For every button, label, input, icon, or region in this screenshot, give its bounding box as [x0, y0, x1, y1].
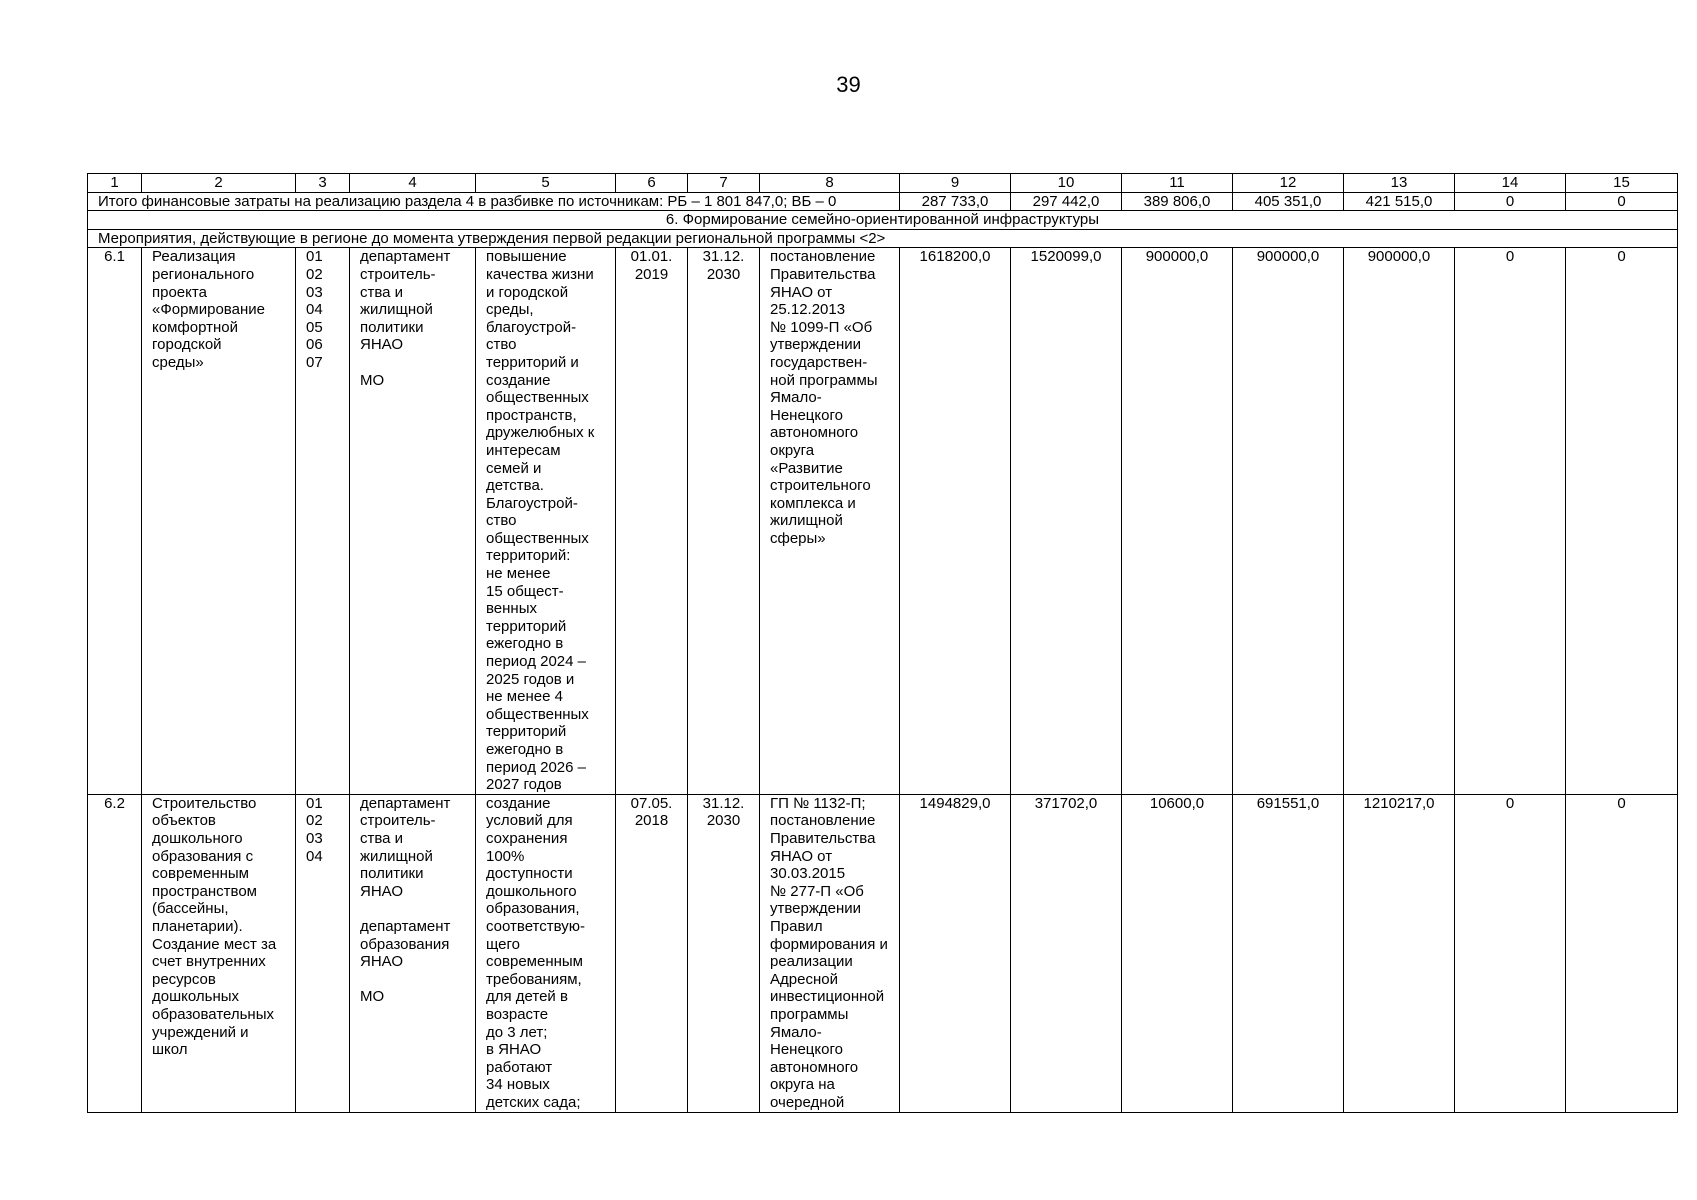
column-number: 11 [1122, 174, 1233, 193]
funding-value: 1210217,0 [1344, 794, 1455, 1112]
funding-value: 900000,0 [1122, 248, 1233, 794]
column-number: 12 [1233, 174, 1344, 193]
funding-value: 1520099,0 [1011, 248, 1122, 794]
end-date: 31.12. 2030 [688, 248, 760, 794]
column-number: 2 [142, 174, 296, 193]
start-date: 07.05. 2018 [616, 794, 688, 1112]
funding-value: 0 [1566, 794, 1678, 1112]
start-date: 01.01. 2019 [616, 248, 688, 794]
total-value: 297 442,0 [1011, 192, 1122, 211]
executors-cell [350, 794, 476, 1112]
funding-value: 10600,0 [1122, 794, 1233, 1112]
column-number: 15 [1566, 174, 1678, 193]
measure-name-cell [142, 794, 296, 1112]
funding-value: 900000,0 [1344, 248, 1455, 794]
total-value: 421 515,0 [1344, 192, 1455, 211]
codes: 01 02 03 04 05 06 07 [296, 248, 350, 794]
funding-value: 0 [1566, 248, 1678, 794]
program-table [87, 173, 1678, 1113]
expected-result: повышение качества жизни и городской среды, благоустрой- ство территорий и создание общественных пространств, дружелюбных к интересам семей и детства. Благоустрой- ство общественных территорий: не менее 15 общест- венных территорий ежегодно в период 2024 – 2025 годов и не менее 4 общественных территорий ежегодно в период 2026 – 2027 годов [476, 248, 616, 794]
executors: департамент строитель- ства и жилищной политики ЯНАО департамент образования ЯНАО МО [360, 794, 451, 1006]
column-number: 1 [88, 174, 142, 193]
funding-value: 0 [1455, 248, 1566, 794]
funding-value: 691551,0 [1233, 794, 1344, 1112]
total-value: 0 [1566, 192, 1678, 211]
legal-basis-cell [760, 794, 900, 1112]
column-number: 4 [350, 174, 476, 193]
total-row [88, 192, 1678, 211]
legal-basis: ГП № 1132-П; постановление Правительства ЯНАО от 30.03.2015 № 277-П «Об утверждении Правил формирования и реализации Адресной инвестиционной программы Ямало- Ненецкого автономного округа на очередной [770, 794, 888, 1111]
codes-cell [296, 794, 350, 1112]
section-title: 6. Формирование семейно-ориентированной инфраструктуры [88, 211, 1678, 230]
column-number: 6 [616, 174, 688, 193]
expected-result: создание условий для сохранения 100% доступности дошкольного образования, соответствую- щего современным требованиям, для детей в возрасте до 3 лет; в ЯНАО работают 34 новых детских сада; [486, 794, 585, 1111]
funding-value: 1494829,0 [900, 794, 1011, 1112]
total-label: Итого финансовые затраты на реализацию раздела 4 в разбивке по источникам: РБ – 1 801 847,0; ВБ – 0 [88, 192, 900, 211]
subsection-title: Мероприятия, действующие в регионе до момента утверждения первой редакции региональной программы <2> [88, 229, 1678, 248]
funding-value: 1618200,0 [900, 248, 1011, 794]
column-number: 10 [1011, 174, 1122, 193]
column-number: 7 [688, 174, 760, 193]
funding-value: 371702,0 [1011, 794, 1122, 1112]
executors: департамент строитель- ства и жилищной политики ЯНАО МО [350, 248, 476, 794]
column-number: 14 [1455, 174, 1566, 193]
measure-name: Строительство объектов дошкольного образования с современным пространством (бассейны, планетарии). Создание мест за счет внутренних ресурсов дошкольных образовательных учреждений и школ [152, 794, 277, 1059]
legal-basis: постановление Правительства ЯНАО от 25.12.2013 № 1099-П «Об утверждении государствен- ной программы Ямало- Ненецкого автономного округа «Развитие строительного комплекса и жилищной сферы» [760, 248, 900, 794]
codes: 01 02 03 04 [306, 794, 323, 865]
row-number: 6.1 [88, 248, 142, 794]
section-row [88, 211, 1678, 230]
row-number: 6.2 [88, 794, 142, 1112]
table-row [88, 794, 1678, 1112]
total-value: 405 351,0 [1233, 192, 1344, 211]
funding-value: 900000,0 [1233, 248, 1344, 794]
end-date: 31.12. 2030 [688, 794, 760, 1112]
subsection-row [88, 229, 1678, 248]
page-number: 39 [836, 72, 861, 97]
column-number: 9 [900, 174, 1011, 193]
total-value: 389 806,0 [1122, 192, 1233, 211]
column-numbers-row [88, 174, 1678, 193]
expected-result-cell [476, 794, 616, 1112]
total-value: 287 733,0 [900, 192, 1011, 211]
table-row [88, 248, 1678, 794]
column-number: 8 [760, 174, 900, 193]
funding-value: 0 [1455, 794, 1566, 1112]
column-number: 5 [476, 174, 616, 193]
column-number: 13 [1344, 174, 1455, 193]
total-value: 0 [1455, 192, 1566, 211]
column-number: 3 [296, 174, 350, 193]
measure-name: Реализация регионального проекта «Формирование комфортной городской среды» [142, 248, 296, 794]
